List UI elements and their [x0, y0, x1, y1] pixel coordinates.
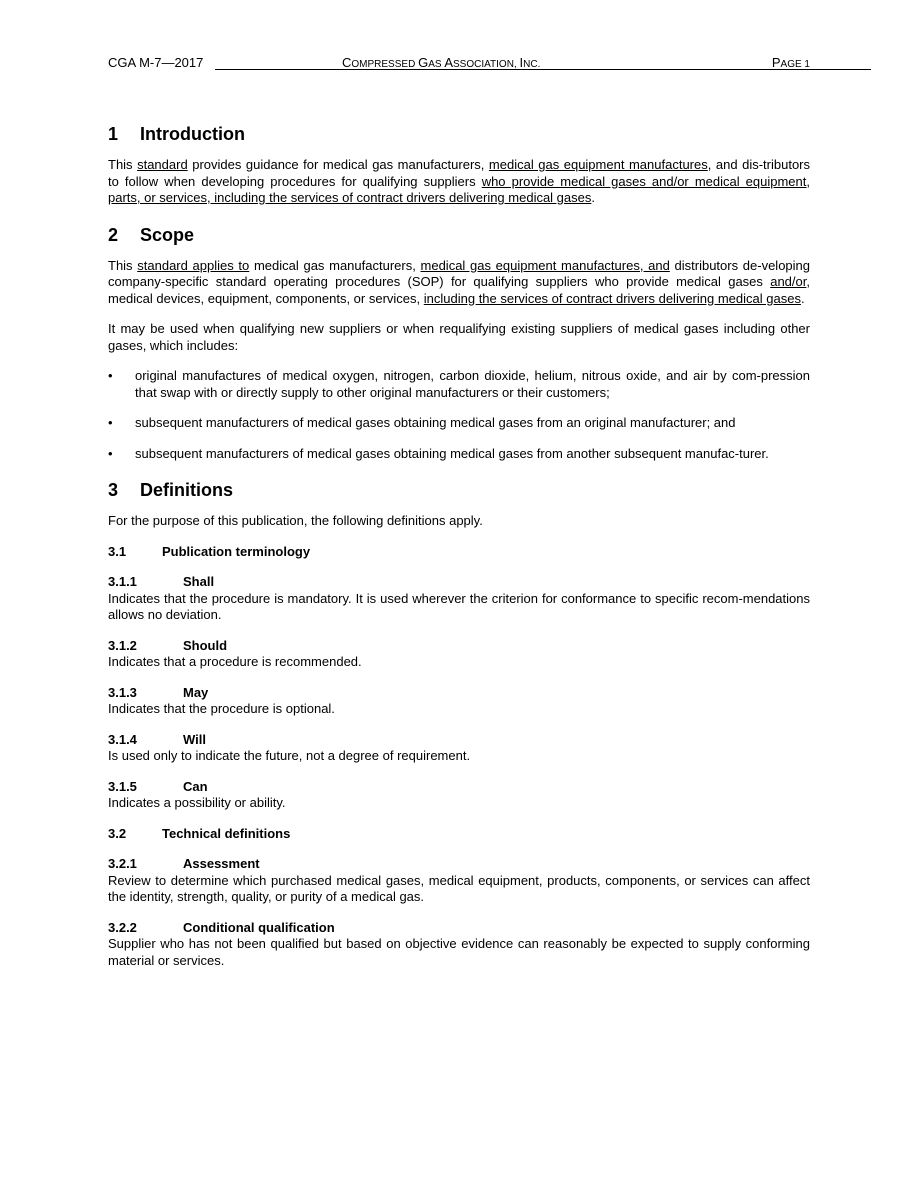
term-heading: 3.1.2 Should [108, 637, 228, 653]
scope-paragraph-2: It may be used when qualifying new suppliers or when requalifying existing suppliers of medical gases including other gases, which includes: [108, 321, 810, 353]
bullet-item: • original manufactures of medical oxygen, nitrogen, carbon dioxide, helium, nitrous oxide, and air by com-pression that swap with or directly supply to other original manufacturers or their customers; [108, 368, 810, 400]
term-definition: Indicates a possibility or ability. [108, 795, 286, 810]
term-definition: Is used only to indicate the future, not a degree of requirement. [108, 748, 471, 763]
term-definition: Supplier who has not been qualified but based on objective evidence can reasonably be expected to supply conforming material or services. [108, 936, 810, 968]
term-heading: 3.1.1 Shall [108, 574, 215, 589]
term-heading: 3.2.2 Conditional qualification [108, 919, 335, 935]
term-heading: 3.1.4 Will [108, 731, 206, 747]
bullet-item: • subsequent manufacturers of medical gases obtaining medical gases from an original manufacturer; and [108, 415, 736, 430]
term-definition: Indicates that a procedure is recommended. [108, 654, 362, 669]
bullet-item: • subsequent manufacturers of medical gases obtaining medical gases from another subsequent manufac-turer. [108, 445, 769, 461]
introduction-paragraph: This standard provides guidance for medical gas manufacturers, medical gas equipment manufactures, and dis-tributors to follow when developing procedures for qualifying suppliers who provide medical gases and/or medical equipment, parts, or services, including the services of contract drivers delivering medical gases. [108, 157, 810, 205]
definitions-intro: For the purpose of this publication, the following definitions apply. [108, 513, 483, 528]
bullet-icon: • [108, 415, 113, 430]
subsection-heading-publication-terminology: 3.1 Publication terminology [108, 543, 311, 559]
bullet-icon: • [108, 445, 113, 461]
term-heading: 3.2.1 Assessment [108, 856, 260, 871]
section-heading-introduction: 1 Introduction [108, 124, 245, 144]
bullet-icon: • [108, 368, 113, 383]
header-page-number: PAGE 1 [771, 55, 810, 70]
section-heading-scope: 2 Scope [108, 224, 195, 245]
header-doc-id: CGA M-7—2017 [108, 55, 204, 70]
document-body [108, 120, 810, 969]
term-definition: Review to determine which purchased medical gases, medical equipment, products, components, or services can affect the identity, strength, quality, or purity of a medical gas. [108, 872, 810, 904]
term-definition: Indicates that the procedure is mandatory. It is used wherever the criterion for conformance to specific recom-mendations allows no deviation. [108, 590, 810, 622]
section-heading-definitions: 3 Definitions [108, 480, 233, 500]
term-heading: 3.1.5 Can [108, 778, 208, 794]
scope-paragraph: This standard applies to medical gas manufacturers, medical gas equipment manufactures, and distributors de-veloping company-specific standard operating procedures (SOP) for qualifying suppliers who provide medical gases and/or, medical devices, equipment, components, or services, including the services of contract drivers delivering medical gases. [108, 257, 811, 306]
term-definition: Indicates that the procedure is optional. [108, 701, 335, 716]
subsection-heading-technical-definitions: 3.2 Technical definitions [108, 825, 291, 841]
header-organization: COMPRESSED GAS ASSOCIATION, INC. [342, 55, 541, 70]
term-heading: 3.1.3 May [108, 684, 209, 700]
